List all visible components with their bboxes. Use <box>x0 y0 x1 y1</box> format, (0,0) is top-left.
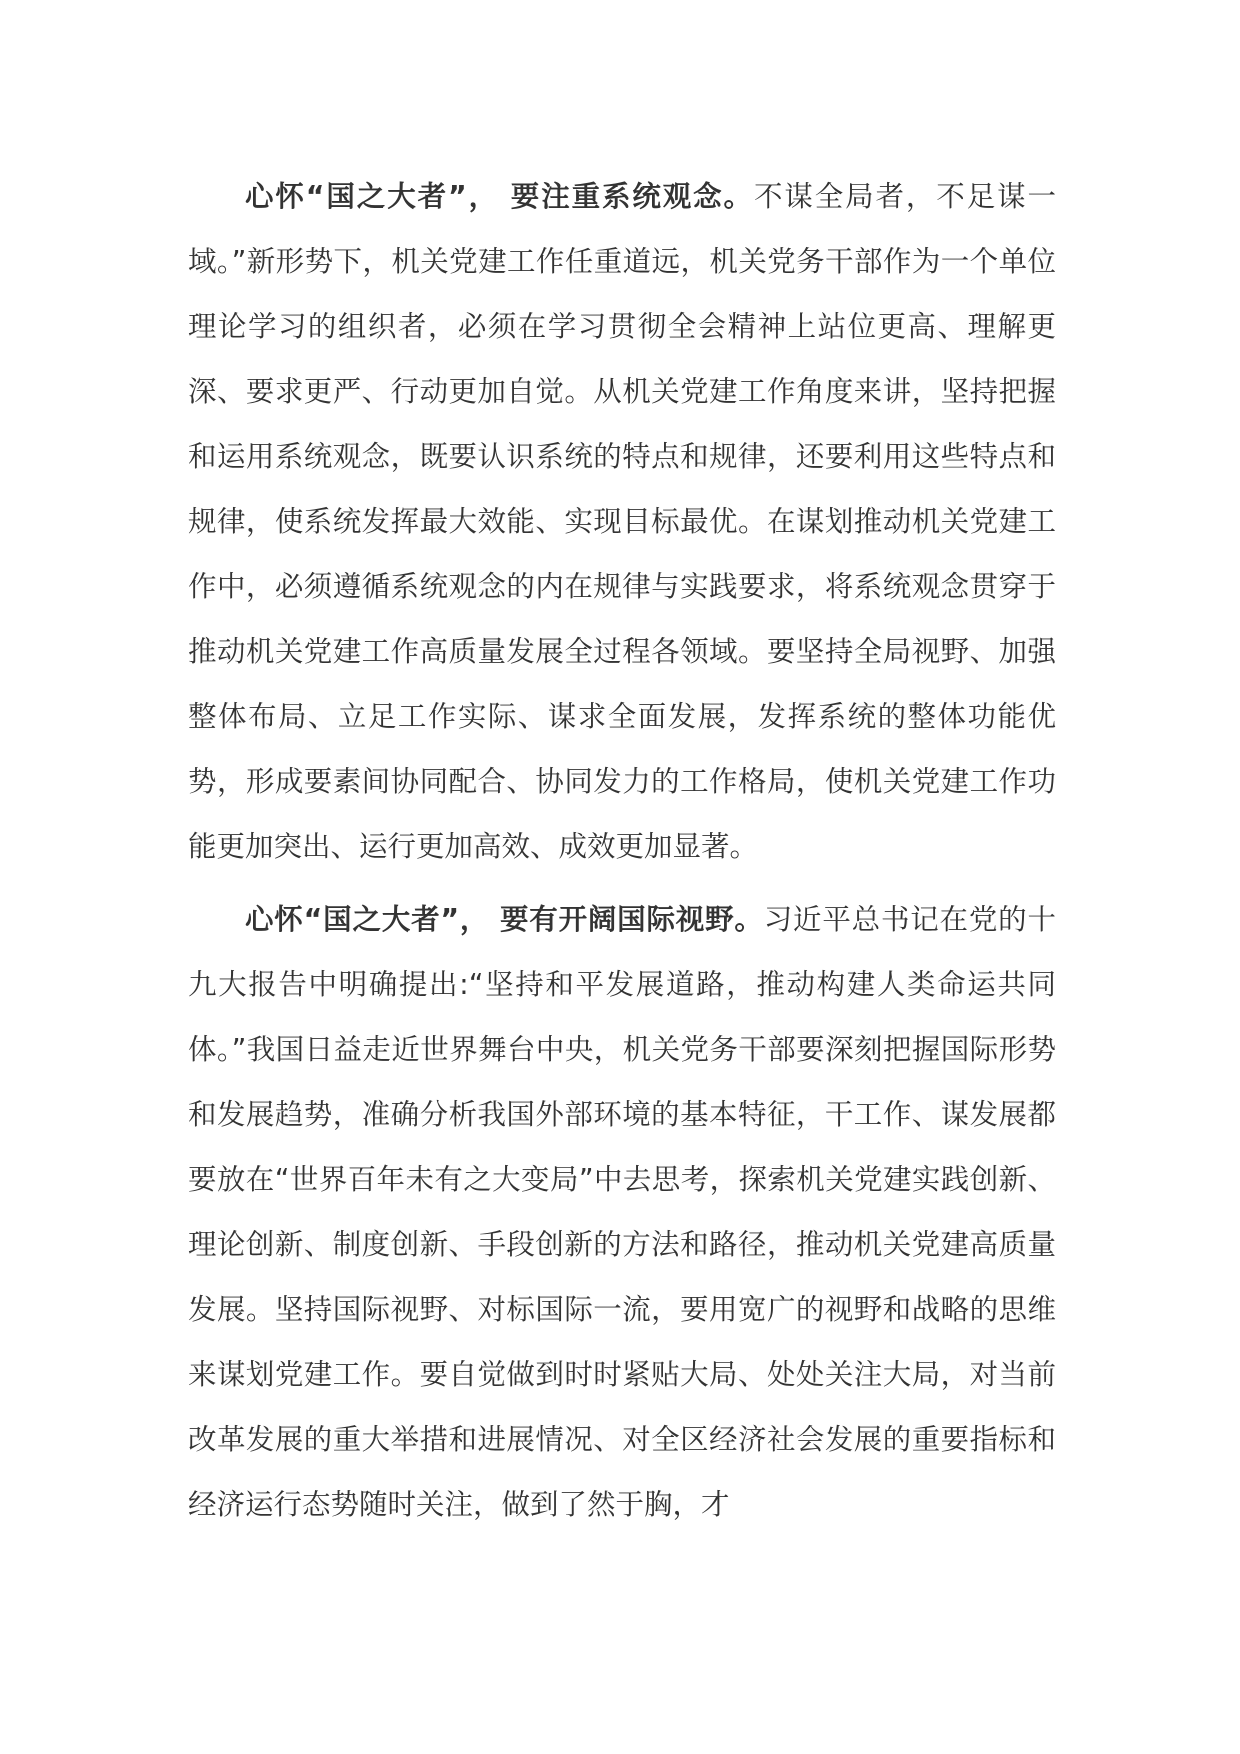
paragraph-lead-heading: 心怀“国之大者”， 要注重系统观念。 <box>245 180 754 213</box>
paragraph-body-text: 不谋全局者，不足谋一域。”新形势下，机关党建工作任重道远，机关党务干部作为一个单位理论学习的组织者，必须在学习贯彻全会精神上站位更高、理解更深、要求更严、行动更加自觉。从机关党建工作角度来讲，坚持把握和运用系统观念，既要认识系统的特点和规律，还要利用这些特点和规律，使系统发挥最大效能、实现目标最优。在谋划推动机关党建工作中，必须遵循系统观念的内在规律与实践要求，将系统观念贯穿于推动机关党建工作高质量发展全过程各领域。要坚持全局视野、加强整体布局、立足工作实际、谋求全面发展，发挥系统的整体功能优势，形成要素间协同配合、协同发力的工作格局，使机关党建工作功能更加突出、运行更加高效、成效更加显著。 <box>188 180 1056 863</box>
paragraph-body-text: 习近平总书记在党的十九大报告中明确提出:“坚持和平发展道路，推动构建人类命运共同体。”我国日益走近世界舞台中央，机关党务干部要深刻把握国际形势和发展趋势，准确分析我国外部环境的基本特征，干工作、谋发展都要放在“世界百年未有之大变局”中去思考，探索机关党建实践创新、理论创新、制度创新、手段创新的方法和路径，推动机关党建高质量发展。坚持国际视野、对标国际一流，要用宽广的视野和战略的思维来谋划党建工作。要自觉做到时时紧贴大局、处处关注大局，对当前改革发展的重大举措和进展情况、对全区经济社会发展的重要指标和经济运行态势随时关注，做到了然于胸，才 <box>188 903 1056 1521</box>
document-body <box>188 164 1056 1537</box>
paragraph-lead-heading: 心怀“国之大者”， 要有开阔国际视野。 <box>245 903 764 936</box>
paragraph-international-vision <box>188 887 1056 1537</box>
paragraph-systems-thinking <box>188 164 1056 879</box>
